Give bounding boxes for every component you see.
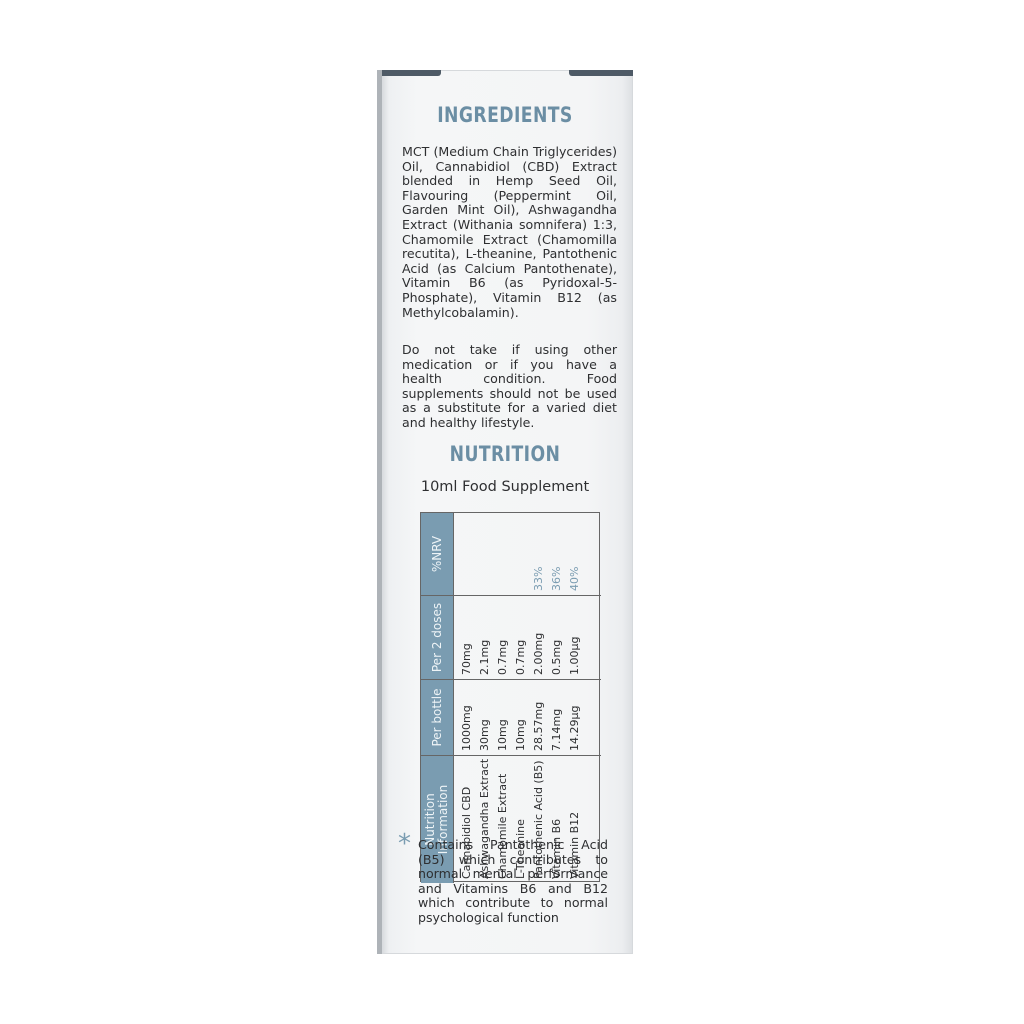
nutrition-table-rotated [421,513,601,883]
table-cell: 14.29μg [568,705,581,751]
table-cell: Cannabidiol CBD [460,786,473,879]
box-left-edge [377,70,382,954]
ingredients-heading: INGREDIENTS [437,103,573,127]
table-cell: Vitamin B12 [568,811,581,879]
table-cell: Vitamin B6 [550,818,563,879]
header-nrv: %NRV [421,513,453,595]
table-cell [458,517,476,591]
box-top-flap-left [377,70,441,76]
table-cell: 1000mg [460,705,473,751]
column-per-2-doses [454,595,601,679]
table-cell: 1.00μg [568,636,581,675]
header-nutrition-information: Nutrition Information [421,755,453,883]
table-cell: 2.1mg [478,639,491,675]
ingredients-text: MCT (Medium Chain Triglycerides) Oil, Cannabidiol (CBD) Extract blended in Hemp Seed Oil, Flavouring (Peppermint Oil, Garden Mint Oil), Ashwagandha Extract (Withania somnifera) 1:3, Chamomile Extract (Chamomilla recutita), L-theanine, Pantothenic Acid (as Calcium Pantothenate), Vitamin B6 (as Pyridoxal-5-Phosphate), Vitamin B12 (as Methylcobalamin). [402,144,617,320]
table-cell: 10mg [496,719,509,751]
asterisk-icon: * [398,829,411,859]
table-cell: 7.14mg [550,708,563,751]
box-top-flap-right [569,70,633,76]
table-body [454,513,601,883]
nutrition-table [420,512,600,882]
table-cell: 10mg [514,719,527,751]
table-cell: 40% [568,566,581,591]
column-per-bottle [454,679,601,755]
table-cell: Pantothenic Acid (B5) [532,760,545,879]
table-cell: 70mg [460,643,473,675]
table-cell: 0.7mg [514,639,527,675]
table-cell: Chamomile Extract [496,773,509,879]
product-box-side [377,70,633,954]
table-cell: Ashwagandha Extract [478,758,491,879]
table-cell: 36% [550,566,563,591]
table-cell: L-Theanine [514,819,527,879]
column-nrv [454,513,601,595]
table-cell [476,517,494,591]
table-cell: 30mg [478,719,491,751]
table-header-row [421,513,454,883]
table-cell: 0.5mg [550,639,563,675]
warning-text: Do not take if using other medication or if you have a health condition. Food supplements should not be used as a substitute for a varied diet and healthy lifestyle. [402,342,617,430]
header-per-2-doses: Per 2 doses [421,595,453,679]
footnote-text: Contains Pantothenic Acid (B5) which contributes to normal mental performance and Vitamins B6 and B12 which contribute to normal psychological function [418,837,608,925]
table-cell: 2.00mg [532,632,545,675]
header-per-bottle: Per bottle [421,679,453,755]
table-cell: 33% [532,566,545,591]
table-cell [494,517,512,591]
table-cell [512,517,530,591]
nutrition-heading: NUTRITION [449,442,561,466]
table-cell: 0.7mg [496,639,509,675]
table-cell: 28.57mg [532,701,545,751]
nutrition-subtitle: 10ml Food Supplement [420,479,590,495]
